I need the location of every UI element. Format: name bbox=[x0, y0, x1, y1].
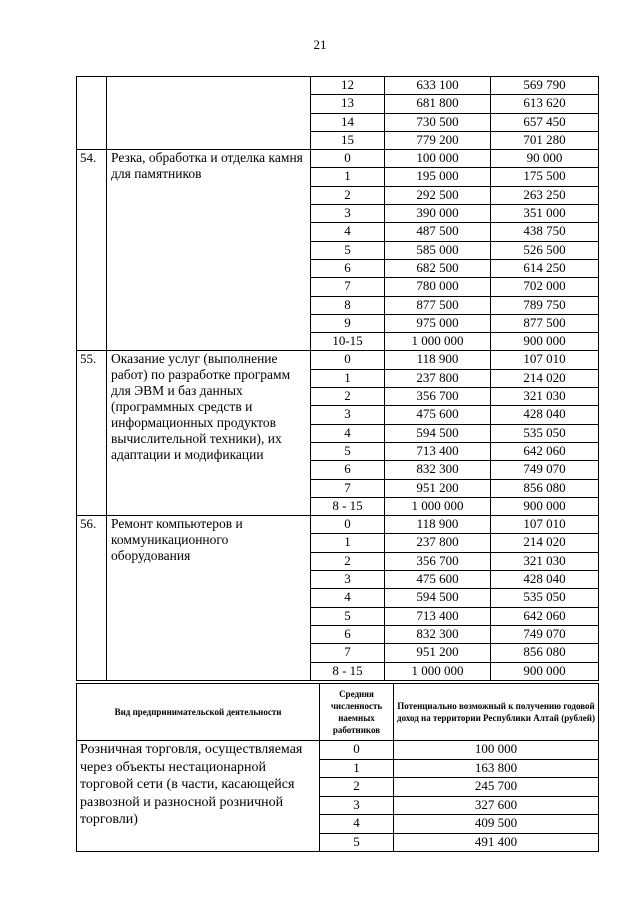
employee-count-cell: 2 bbox=[311, 388, 385, 406]
table-row bbox=[77, 77, 599, 95]
income-cell: 390 000 bbox=[385, 205, 491, 223]
income-cell: 475 600 bbox=[385, 571, 491, 589]
reduced-income-cell: 535 050 bbox=[491, 424, 599, 442]
employee-count-cell: 8 - 15 bbox=[311, 662, 385, 680]
employee-count-cell: 4 bbox=[320, 815, 394, 834]
employee-count-cell: 7 bbox=[311, 644, 385, 662]
header-employee-count: Средняя численность наемных работников bbox=[320, 684, 394, 741]
employee-count-cell: 9 bbox=[311, 314, 385, 332]
reduced-income-cell: 569 790 bbox=[491, 77, 599, 95]
income-cell: 163 800 bbox=[394, 759, 599, 778]
employee-count-cell: 4 bbox=[311, 424, 385, 442]
employee-count-cell: 3 bbox=[311, 406, 385, 424]
employee-count-cell: 8 bbox=[311, 296, 385, 314]
income-cell: 356 700 bbox=[385, 552, 491, 570]
reduced-income-cell: 642 060 bbox=[491, 607, 599, 625]
reduced-income-cell: 856 080 bbox=[491, 479, 599, 497]
income-cell: 237 800 bbox=[385, 534, 491, 552]
employee-count-cell: 2 bbox=[311, 552, 385, 570]
reduced-income-cell: 321 030 bbox=[491, 552, 599, 570]
reduced-income-cell: 613 620 bbox=[491, 95, 599, 113]
income-cell: 730 500 bbox=[385, 113, 491, 131]
employee-count-cell: 0 bbox=[320, 741, 394, 760]
income-cell: 118 900 bbox=[385, 516, 491, 534]
reduced-income-cell: 789 750 bbox=[491, 296, 599, 314]
income-cell: 1 000 000 bbox=[385, 497, 491, 515]
income-cell: 292 500 bbox=[385, 186, 491, 204]
employee-count-cell: 5 bbox=[320, 833, 394, 852]
income-cell: 487 500 bbox=[385, 223, 491, 241]
empty-activity-cell bbox=[107, 77, 311, 150]
reduced-income-cell: 263 250 bbox=[491, 186, 599, 204]
employee-count-cell: 7 bbox=[311, 278, 385, 296]
income-cell: 491 400 bbox=[394, 833, 599, 852]
income-cell: 951 200 bbox=[385, 644, 491, 662]
page-number: 21 bbox=[313, 37, 327, 52]
income-cell: 409 500 bbox=[394, 815, 599, 834]
income-cell: 195 000 bbox=[385, 168, 491, 186]
reduced-income-cell: 701 280 bbox=[491, 131, 599, 149]
employee-count-cell: 0 bbox=[311, 150, 385, 168]
income-cell: 713 400 bbox=[385, 607, 491, 625]
employee-count-cell: 1 bbox=[320, 759, 394, 778]
income-cell: 975 000 bbox=[385, 314, 491, 332]
employee-count-cell: 3 bbox=[320, 796, 394, 815]
activity-name: Розничная торговля, осуществляемая через объекты нестационарной торговой сети (в части, касающейся развозной и разносной розничной торговли) bbox=[77, 741, 320, 852]
income-cell: 951 200 bbox=[385, 479, 491, 497]
employee-count-cell: 4 bbox=[311, 589, 385, 607]
reduced-income-cell: 749 070 bbox=[491, 625, 599, 643]
income-cell: 594 500 bbox=[385, 589, 491, 607]
employee-count-cell: 5 bbox=[311, 442, 385, 460]
income-cell: 633 100 bbox=[385, 77, 491, 95]
activity-name: Оказание услуг (выполнение работ) по разработке программ для ЭВМ и баз данных (программных средств и информационных продуктов вычислительной техники), их адаптации и модификации bbox=[107, 351, 311, 516]
activity-name: Резка, обработка и отделка камня для памятников bbox=[107, 150, 311, 351]
reduced-income-cell: 900 000 bbox=[491, 497, 599, 515]
income-table-continued bbox=[76, 76, 599, 681]
reduced-income-cell: 214 020 bbox=[491, 369, 599, 387]
income-cell: 1 000 000 bbox=[385, 662, 491, 680]
table-row bbox=[77, 150, 599, 168]
reduced-income-cell: 321 030 bbox=[491, 388, 599, 406]
retail-income-table bbox=[76, 683, 599, 852]
employee-count-cell: 7 bbox=[311, 479, 385, 497]
employee-count-cell: 2 bbox=[320, 778, 394, 797]
reduced-income-cell: 107 010 bbox=[491, 351, 599, 369]
employee-count-cell: 12 bbox=[311, 77, 385, 95]
employee-count-cell: 14 bbox=[311, 113, 385, 131]
employee-count-cell: 5 bbox=[311, 607, 385, 625]
employee-count-cell: 0 bbox=[311, 516, 385, 534]
reduced-income-cell: 900 000 bbox=[491, 333, 599, 351]
income-cell: 877 500 bbox=[385, 296, 491, 314]
employee-count-cell: 2 bbox=[311, 186, 385, 204]
income-cell: 681 800 bbox=[385, 95, 491, 113]
income-cell: 585 000 bbox=[385, 241, 491, 259]
row-number: 54. bbox=[77, 150, 107, 351]
employee-count-cell: 8 - 15 bbox=[311, 497, 385, 515]
employee-count-cell: 3 bbox=[311, 205, 385, 223]
employee-count-cell: 10-15 bbox=[311, 333, 385, 351]
reduced-income-cell: 535 050 bbox=[491, 589, 599, 607]
reduced-income-cell: 877 500 bbox=[491, 314, 599, 332]
income-cell: 245 700 bbox=[394, 778, 599, 797]
income-cell: 475 600 bbox=[385, 406, 491, 424]
employee-count-cell: 1 bbox=[311, 168, 385, 186]
reduced-income-cell: 702 000 bbox=[491, 278, 599, 296]
reduced-income-cell: 526 500 bbox=[491, 241, 599, 259]
income-cell: 100 000 bbox=[385, 150, 491, 168]
employee-count-cell: 4 bbox=[311, 223, 385, 241]
employee-count-cell: 0 bbox=[311, 351, 385, 369]
table-row bbox=[77, 741, 599, 760]
income-cell: 779 200 bbox=[385, 131, 491, 149]
income-cell: 327 600 bbox=[394, 796, 599, 815]
income-cell: 100 000 bbox=[394, 741, 599, 760]
income-cell: 832 300 bbox=[385, 461, 491, 479]
income-cell: 1 000 000 bbox=[385, 333, 491, 351]
reduced-income-cell: 657 450 bbox=[491, 113, 599, 131]
income-cell: 832 300 bbox=[385, 625, 491, 643]
income-cell: 682 500 bbox=[385, 259, 491, 277]
employee-count-cell: 3 bbox=[311, 571, 385, 589]
reduced-income-cell: 351 000 bbox=[491, 205, 599, 223]
header-potential-income: Потенциально возможный к получению годовой доход на территории Республики Алтай (рублей) bbox=[394, 684, 599, 741]
income-cell: 356 700 bbox=[385, 388, 491, 406]
employee-count-cell: 1 bbox=[311, 534, 385, 552]
header-activity-type: Вид предпринимательской деятельности bbox=[77, 684, 320, 741]
income-cell: 594 500 bbox=[385, 424, 491, 442]
employee-count-cell: 5 bbox=[311, 241, 385, 259]
row-number: 56. bbox=[77, 516, 107, 681]
reduced-income-cell: 900 000 bbox=[491, 662, 599, 680]
reduced-income-cell: 438 750 bbox=[491, 223, 599, 241]
table-row bbox=[77, 351, 599, 369]
employee-count-cell: 6 bbox=[311, 259, 385, 277]
employee-count-cell: 6 bbox=[311, 461, 385, 479]
income-cell: 118 900 bbox=[385, 351, 491, 369]
reduced-income-cell: 749 070 bbox=[491, 461, 599, 479]
reduced-income-cell: 614 250 bbox=[491, 259, 599, 277]
activity-name: Ремонт компьютеров и коммуникационного оборудования bbox=[107, 516, 311, 681]
employee-count-cell: 13 bbox=[311, 95, 385, 113]
employee-count-cell: 15 bbox=[311, 131, 385, 149]
empty-no-cell bbox=[77, 77, 107, 150]
income-cell: 713 400 bbox=[385, 442, 491, 460]
reduced-income-cell: 428 040 bbox=[491, 406, 599, 424]
reduced-income-cell: 428 040 bbox=[491, 571, 599, 589]
reduced-income-cell: 175 500 bbox=[491, 168, 599, 186]
table-row bbox=[77, 516, 599, 534]
row-number: 55. bbox=[77, 351, 107, 516]
employee-count-cell: 1 bbox=[311, 369, 385, 387]
employee-count-cell: 6 bbox=[311, 625, 385, 643]
reduced-income-cell: 107 010 bbox=[491, 516, 599, 534]
reduced-income-cell: 642 060 bbox=[491, 442, 599, 460]
reduced-income-cell: 90 000 bbox=[491, 150, 599, 168]
reduced-income-cell: 214 020 bbox=[491, 534, 599, 552]
income-cell: 780 000 bbox=[385, 278, 491, 296]
reduced-income-cell: 856 080 bbox=[491, 644, 599, 662]
income-cell: 237 800 bbox=[385, 369, 491, 387]
